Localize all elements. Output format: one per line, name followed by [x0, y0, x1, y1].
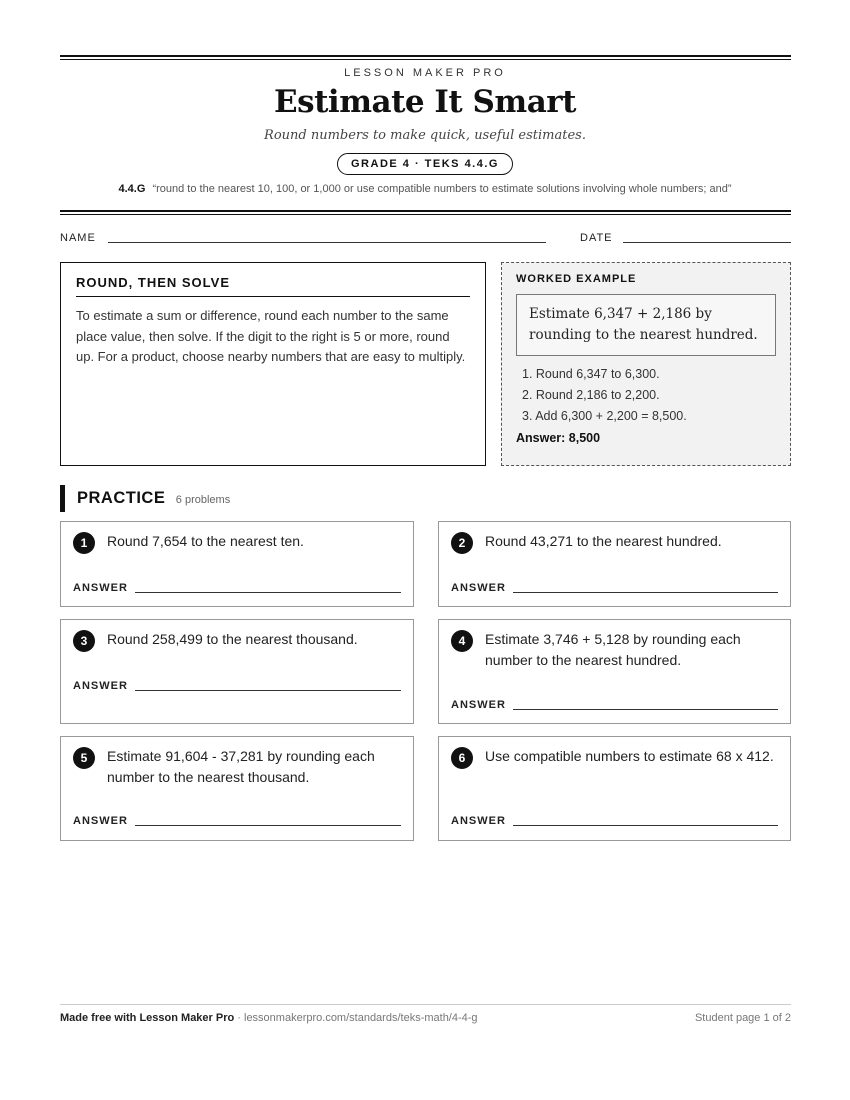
name-field[interactable] [108, 242, 546, 243]
date-label: DATE [580, 232, 613, 244]
problem-text: Estimate 91,604 - 37,281 by rounding each number to the nearest thousand. [107, 748, 375, 785]
date-field[interactable] [623, 242, 791, 243]
header-bottom-rule [60, 210, 791, 212]
worked-example-answer: Answer: 8,500 [516, 431, 601, 445]
problem-number: 5 [73, 747, 95, 769]
round-then-solve-heading: ROUND, THEN SOLVE [76, 275, 470, 297]
answer-field[interactable] [135, 825, 401, 826]
problem-card-3 [60, 619, 414, 724]
answer-label: ANSWER [451, 815, 506, 827]
round-then-solve-body: To estimate a sum or difference, round each number to the same place value, then solve. If the digit to the right is 5 or more, round up. For a product, choose nearby numbers that are easy to multiply. [76, 308, 466, 364]
problem-text: Round 43,271 to the nearest hundred. [485, 533, 722, 549]
page-title: Estimate It Smart [274, 84, 576, 120]
problem-card-5 [60, 736, 414, 841]
practice-heading [60, 485, 230, 512]
problem-text: Estimate 3,746 + 5,128 by rounding each number to the nearest hundred. [485, 631, 741, 668]
problem-text: Use compatible numbers to estimate 68 x 412. [485, 748, 774, 764]
problem-number: 6 [451, 747, 473, 769]
page-subtitle: Round numbers to make quick, useful estimates. [264, 128, 586, 143]
worked-example-steps [516, 364, 776, 427]
round-then-solve-box [60, 262, 486, 466]
answer-label: ANSWER [73, 815, 128, 827]
grade-badge: GRADE 4 · TEKS 4.4.G [337, 153, 513, 175]
footer-made-with: Made free with Lesson Maker Pro [60, 1012, 235, 1024]
answer-label: ANSWER [73, 582, 128, 594]
problem-number: 3 [73, 630, 95, 652]
header-top-rule [60, 55, 791, 57]
standard-description [0, 183, 850, 195]
worked-example-step: 3. Add 6,300 + 2,200 = 8,500. [522, 409, 687, 423]
answer-label: ANSWER [451, 699, 506, 711]
worked-example-step: 2. Round 2,186 to 2,200. [522, 388, 660, 402]
practice-count: 6 problems [175, 494, 231, 506]
answer-field[interactable] [513, 709, 778, 710]
name-label: NAME [60, 232, 96, 244]
problem-card-1 [60, 521, 414, 607]
worked-example-step: 1. Round 6,347 to 6,300. [522, 367, 660, 381]
problem-number: 4 [451, 630, 473, 652]
problem-text: Round 258,499 to the nearest thousand. [107, 631, 358, 647]
problem-text: Round 7,654 to the nearest ten. [107, 533, 304, 549]
standard-code: 4.4.G [118, 183, 146, 195]
problem-card-2 [438, 521, 791, 607]
answer-field[interactable] [513, 592, 778, 593]
footer-rule [60, 1004, 791, 1005]
worked-example-prompt: Estimate 6,347 + 2,186 by rounding to the nearest hundred. [516, 294, 776, 356]
footer-credit [60, 1012, 478, 1024]
footer-separator: · [234, 1012, 244, 1024]
problem-number: 2 [451, 532, 473, 554]
brand-name: LESSON MAKER PRO [344, 67, 506, 79]
practice-title: PRACTICE [77, 489, 166, 507]
answer-label: ANSWER [73, 680, 128, 692]
footer-page-number: Student page 1 of 2 [694, 1012, 791, 1024]
problem-number: 1 [73, 532, 95, 554]
answer-label: ANSWER [451, 582, 506, 594]
problem-card-4 [438, 619, 791, 724]
worked-example-box [501, 262, 791, 466]
worked-example-heading: WORKED EXAMPLE [516, 273, 637, 285]
problem-card-6 [438, 736, 791, 841]
answer-field[interactable] [135, 592, 401, 593]
standard-text: “round to the nearest 10, 100, or 1,000 or use compatible numbers to estimate solutions involving whole numbers; and” [152, 183, 732, 195]
answer-field[interactable] [513, 825, 778, 826]
answer-field[interactable] [135, 690, 401, 691]
footer-url[interactable]: lessonmakerpro.com/standards/teks-math/4-4-g [244, 1012, 478, 1024]
